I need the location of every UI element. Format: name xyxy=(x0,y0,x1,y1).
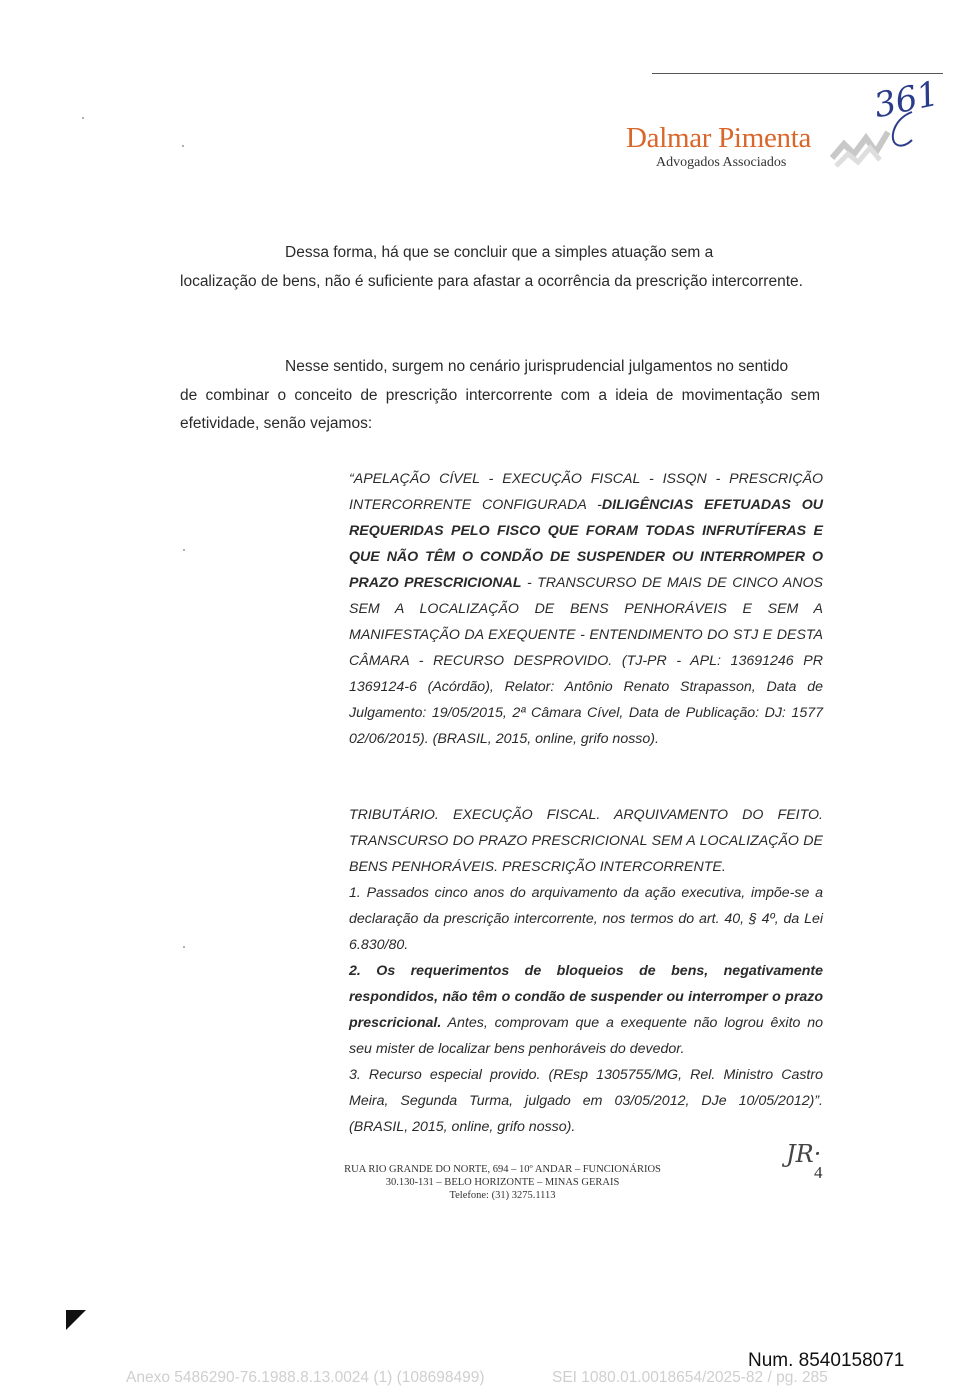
footer-address xyxy=(300,1163,705,1202)
scan-speck xyxy=(183,549,185,551)
citation-item-3: 3. Recurso especial provido. (REsp 1305755/MG, Rel. Ministro Castro Meira, Segunda Turma, julgado em 03/05/2012, DJe 10/05/2012)”. (BRASIL, 2015, online, grifo nosso). xyxy=(349,1067,823,1135)
paragraph-conclusion xyxy=(180,239,820,296)
footer-address-line: RUA RIO GRANDE DO NORTE, 694 – 10º ANDAR – FUNCIONÁRIOS xyxy=(344,1164,661,1175)
paragraph-jurisprudence xyxy=(180,353,820,439)
firm-logo xyxy=(626,122,926,182)
citation-text: “APELAÇÃO CÍVEL - EXECUÇÃO FISCAL - ISSQN - PRESCRIÇÃO INTERCORRENTE CONFIGURADA - xyxy=(349,471,823,513)
citation-stj xyxy=(349,802,823,1140)
document-number: Num. 8540158071 xyxy=(748,1350,905,1371)
logo-subtitle: Advogados Associados xyxy=(656,155,787,170)
header-rule xyxy=(652,73,943,74)
citation-item-1: 1. Passados cinco anos do arquivamento da ação executiva, impõe-se a declaração da prescrição intercorrente, nos termos do art. 40, § 4º, da Lei 6.830/80. xyxy=(349,885,823,953)
citation-bold-text: DILIGÊNCIAS EFETUADAS OU REQUERIDAS PELO FISCO QUE FORAM TODAS INFRUTÍFERAS E QUE NÃO TÊM O CONDÃO DE SUSPENDER OU INTERROMPER O PRAZO PRESCRICIONAL xyxy=(349,497,823,591)
handwritten-initials: JR· xyxy=(786,1140,822,1168)
citation-item-2-rest: Antes, comprovam que a exequente não logrou êxito no seu mister de localizar bens penhoráveis do devedor. xyxy=(349,1015,823,1057)
paragraph-first-line: Dessa forma, há que se concluir que a simples atuação sem a xyxy=(285,244,714,261)
scan-speck xyxy=(183,946,185,948)
footer-address-line: 30.130-131 – BELO HORIZONTE – MINAS GERAIS xyxy=(385,1177,620,1188)
footer-phone: Telefone: (31) 3275.1113 xyxy=(449,1190,556,1201)
paragraph-first-line: Nesse sentido, surgem no cenário jurisprudencial julgamentos no sentido xyxy=(285,358,789,375)
citation-tjpr xyxy=(349,466,823,752)
scan-speck xyxy=(82,117,84,119)
page-number: 4 xyxy=(814,1163,823,1182)
handwritten-page-number: 361 xyxy=(870,73,943,127)
paragraph-rest: localização de bens, não é suficiente para afastar a ocorrência da prescrição intercorrente. xyxy=(180,272,803,290)
corner-arrow-icon xyxy=(66,1310,86,1330)
citation-heading: TRIBUTÁRIO. EXECUÇÃO FISCAL. ARQUIVAMENTO DO FEITO. TRANSCURSO DO PRAZO PRESCRICIONAL SEM A LOCALIZAÇÃO DE BENS PENHORÁVEIS. PRESCRIÇÃO INTERCORRENTE. xyxy=(349,807,823,875)
citation-item-2 xyxy=(349,958,823,1062)
annex-reference: Anexo 5486290-76.1988.8.13.0024 (1) (108698499) xyxy=(126,1369,485,1386)
paragraph-rest: de combinar o conceito de prescrição intercorrente com a ideia de movimentação sem efetividade, senão vejamos: xyxy=(180,386,820,432)
sei-reference: SEI 1080.01.0018654/2025-82 / pg. 285 xyxy=(552,1369,828,1386)
logo-mark-icon xyxy=(830,124,892,170)
citation-text-continued: - TRANSCURSO DE MAIS DE CINCO ANOS SEM A LOCALIZAÇÃO DE BENS PENHORÁVEIS E SEM A MANIFESTAÇÃO DA EXEQUENTE - ENTENDIMENTO DO STJ E DESTA CÂMARA - RECURSO DESPROVIDO. (TJ-PR - APL: 13691246 PR 1369124-6 (Acórdão), Relator: Antônio Renato Strapasson, Data de Julgamento: 19/05/2015, 2ª Câmara Cível, Data de Publicação: DJ: 1577 02/06/2015). (BRASIL, 2015, online, grifo nosso). xyxy=(349,575,824,747)
scan-speck xyxy=(182,145,184,147)
citation-item-2-bold: 2. Os requerimentos de bloqueios de bens, negativamente respondidos, não têm o condão de suspender ou interromper o prazo prescricional. xyxy=(349,963,823,1031)
logo-name: Dalmar Pimenta xyxy=(626,122,812,154)
